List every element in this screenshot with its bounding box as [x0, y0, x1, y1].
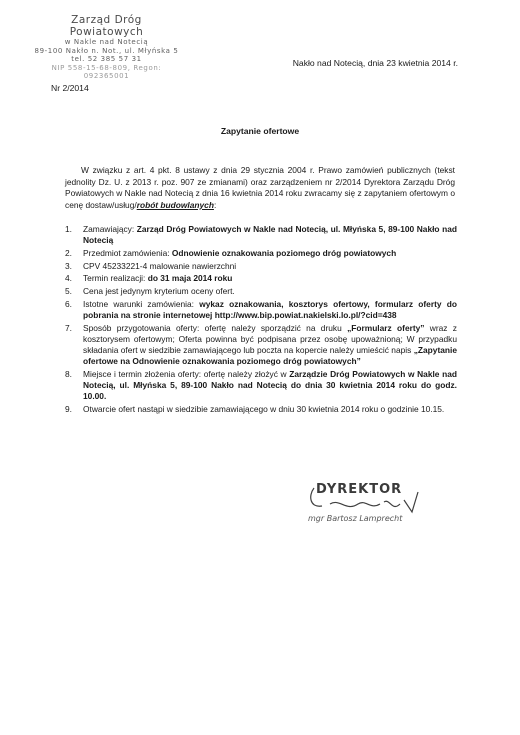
item-text: Otwarcie ofert nastąpi w siedzibie zamawiającego w dniu 30 kwietnia 2014 roku o godzinie 10.15. [83, 404, 445, 415]
intro-end: : [213, 199, 217, 210]
stamp-org-name: Zarząd Dróg Powiatowych [69, 14, 144, 38]
item-bold-continued: „Zapytanie ofertowe na Odnowienie oznakowania poziomego dróg powiatowych” [83, 345, 457, 367]
stamp-line-4: NIP 558-15-68-809, Regon: 092365001 [51, 63, 162, 80]
list-item [65, 261, 457, 272]
item-bold: wykaz oznakowania, kosztorys ofertowy, formularz oferty do pobrania na stronie internetowej http://www.bip.powiat.nakielski.lo.pl/?cid=438 [83, 298, 457, 320]
item-bold: Zarząd Dróg Powiatowych w Nakle nad Notecią, ul. Młyńska 5, 89-100 Nakło nad Notecią [83, 224, 457, 246]
intro-text: W związku z art. 4 pkt. 8 ustawy z dnia 29 stycznia 2004 r. Prawo zamówień publicznych (tekst jednolity Dz. U. z 2013 r. poz. 907 ze zmianami) oraz zarządzeniem nr 2/2014 Dyrektora Zarządu Dróg Powiatowych w Nakle nad Notecią z dnia 16 kwietnia 2014 roku zwracamy się z zapytaniem ofertowym o cenę dostaw/usług/ [65, 165, 455, 210]
item-bold: Zarządzie Dróg Powiatowych w Nakle nad Notecią, ul. Młyńska 5, 89-100 Nakło nad Notecią do dnia 30 kwietnia 2014 roku do godz. 10.00. [83, 368, 457, 402]
signatory-name: mgr Bartosz Lamprecht [308, 514, 403, 523]
list-item [65, 369, 457, 403]
item-text: Miejsce i termin złożenia oferty: ofertę należy złożyć w [83, 368, 290, 379]
item-text-continued: wraz z kosztorysem ofertowym; Oferta powinna być podpisana przez osobę upoważnioną; W przypadku składania ofert w siedzibie zamawiającego lub poczta na kopercie należy umieścić napis [83, 322, 457, 356]
place-and-date: Nakło nad Notecią, dnia 23 kwietnia 2014 r. [292, 58, 458, 68]
list-item [65, 299, 457, 321]
signature-block [300, 482, 430, 532]
item-text: Cena jest jedynym kryterium oceny ofert. [83, 286, 235, 297]
stamp-line-2: 89-100 Nakło n. Not., ul. Młyńska 5 [34, 46, 179, 55]
list-item [65, 404, 457, 415]
intro-emphasis: robót budowlanych [136, 199, 214, 210]
item-bold: do 31 maja 2014 roku [147, 273, 233, 284]
item-text: Sposób przygotowania oferty: ofertę należy sporządzić na druku [83, 322, 348, 333]
item-number: 9. [65, 404, 72, 415]
requirements-list [65, 224, 457, 417]
stamp-line-3: tel. 52 385 57 31 [71, 55, 142, 63]
item-number: 3. [65, 260, 72, 271]
item-number: 8. [65, 368, 72, 379]
item-number: 7. [65, 322, 72, 333]
item-text: Termin realizacji: [83, 273, 148, 284]
intro-paragraph [65, 165, 455, 211]
item-bold: „Formularz oferty” [347, 322, 425, 333]
organization-stamp [34, 14, 179, 81]
list-item [65, 224, 457, 246]
item-number: 1. [65, 224, 72, 234]
item-number: 4. [65, 273, 72, 284]
document-title: Zapytanie ofertowe [220, 126, 300, 136]
item-number: 5. [65, 286, 72, 297]
item-text: Przedmiot zamówienia: [83, 247, 172, 258]
list-item [65, 273, 457, 284]
signatory-role: DYREKTOR [316, 482, 403, 497]
list-item [65, 323, 457, 368]
item-bold: Odnowienie oznakowania poziomego dróg powiatowych [171, 247, 397, 258]
reference-number: Nr 2/2014 [51, 83, 89, 93]
item-number: 2. [65, 247, 72, 258]
item-text: Zamawiający: [83, 224, 137, 234]
list-item [65, 248, 457, 259]
item-number: 6. [65, 298, 72, 309]
item-text: CPV 45233221-4 malowanie nawierzchni [83, 260, 237, 271]
list-item [65, 286, 457, 297]
item-text: Istotne warunki zamówienia: [83, 298, 200, 309]
stamp-line-1: w Nakle nad Notecią [64, 38, 149, 46]
